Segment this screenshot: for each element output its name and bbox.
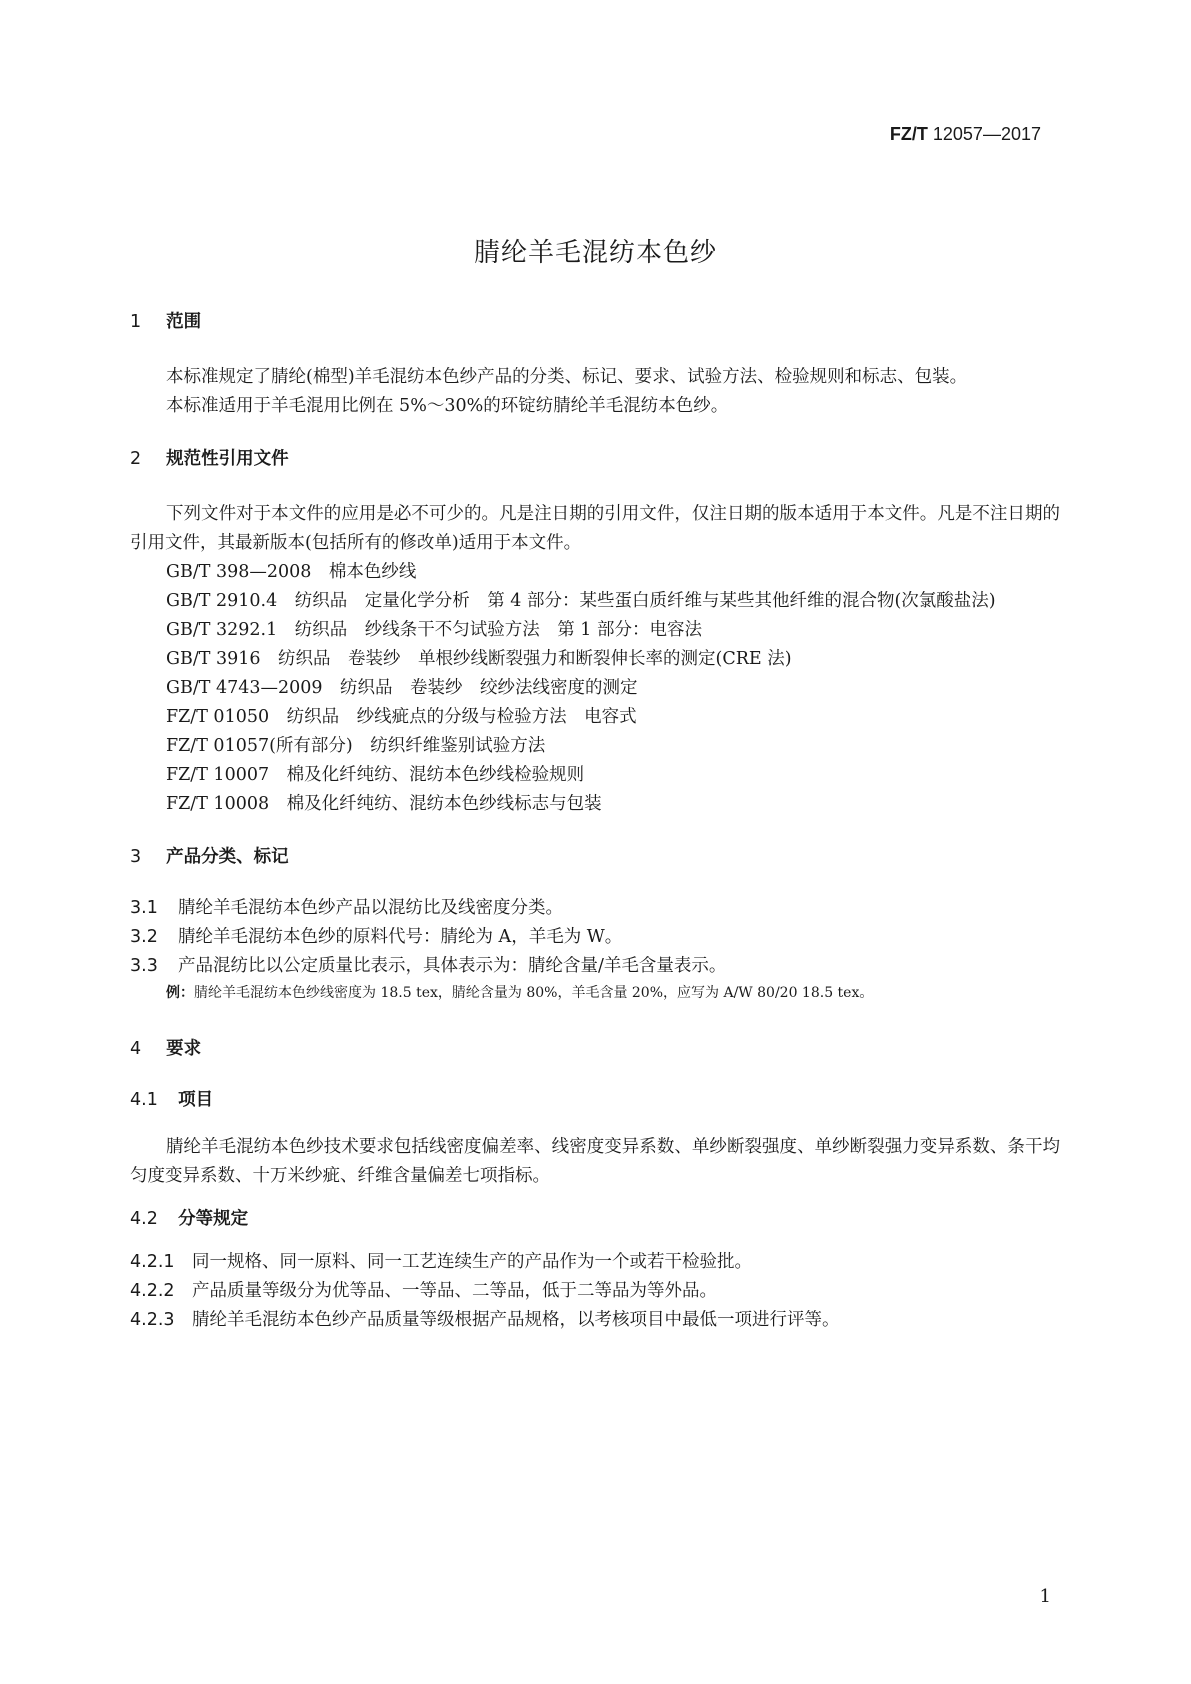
document-body [130,312,1060,1335]
section-title: 产品分类、标记 [166,847,289,867]
section-title: 规范性引用文件 [166,449,289,469]
clause-text: 腈纶羊毛混纺本色纱产品以混纺比及线密度分类。 [178,898,563,918]
example-text: 腈纶羊毛混纺本色纱线密度为 18.5 tex，腈纶含量为 80%，羊毛含量 20%，应写为 A/W 80/20 18.5 tex。 [194,985,874,1001]
clause-4-2-1 [130,1248,1060,1277]
subsection-title: 项目 [178,1090,214,1110]
reference-item: FZ/T 01050 纺织品 纱线疵点的分级与检验方法 电容式 [166,707,637,727]
reference-item: GB/T 4743—2009 纺织品 卷装纱 绞纱法线密度的测定 [166,678,638,698]
section-2-intro: 下列文件对于本文件的应用是必不可少的。凡是注日期的引用文件，仅注日期的版本适用于本文件。凡是不注日期的引用文件，其最新版本(包括所有的修改单)适用于本文件。 [130,504,1060,553]
standard-code-number: 12057—2017 [932,124,1041,144]
clause-number: 3.3 [130,956,158,976]
section-4-1-heading [130,1086,1060,1115]
standard-code-prefix: FZ/T [889,124,928,144]
clause-number: 4.2.2 [130,1281,175,1301]
clause-text: 产品混纺比以公定质量比表示，具体表示为：腈纶含量/羊毛含量表示。 [178,956,727,976]
section-number: 3 [130,847,142,867]
standard-code [890,124,1041,145]
section-number: 2 [130,449,142,469]
section-title: 要求 [166,1039,202,1059]
clause-text: 腈纶羊毛混纺本色纱产品质量等级根据产品规格，以考核项目中最低一项进行评等。 [192,1310,840,1330]
section-1-para-2: 本标准适用于羊毛混用比例在 5%～30%的环锭纺腈纶羊毛混纺本色纱。 [166,396,729,416]
section-3-heading [130,843,1060,872]
subsection-title: 分等规定 [178,1209,249,1229]
clause-number: 4.2.3 [130,1310,175,1330]
section-number: 1 [130,312,142,332]
page-number: 1 [1039,1586,1051,1607]
clause-4-2-3 [130,1306,1060,1335]
reference-item: GB/T 3292.1 纺织品 纱线条干不匀试验方法 第 1 部分：电容法 [166,620,702,640]
reference-item: FZ/T 01057(所有部分) 纺织纤维鉴别试验方法 [166,736,546,756]
section-1-heading [130,308,1060,337]
section-4-heading [130,1035,1060,1064]
clause-4-2-2 [130,1277,1060,1306]
clause-3-2 [130,923,1060,952]
reference-item: FZ/T 10007 棉及化纤纯纺、混纺本色纱线检验规则 [166,765,585,785]
clause-text: 产品质量等级分为优等品、一等品、二等品，低于二等品为等外品。 [192,1281,717,1301]
section-1-para-1: 本标准规定了腈纶(棉型)羊毛混纺本色纱产品的分类、标记、要求、试验方法、检验规则和标志、包装。 [166,367,968,387]
example-note [166,981,1060,1005]
clause-text: 同一规格、同一原料、同一工艺连续生产的产品作为一个或若干检验批。 [192,1252,752,1272]
subsection-number: 4.1 [130,1090,158,1110]
subsection-number: 4.2 [130,1209,158,1229]
clause-text: 腈纶羊毛混纺本色纱的原料代号：腈纶为 A，羊毛为 W。 [178,927,623,947]
reference-item: GB/T 2910.4 纺织品 定量化学分析 第 4 部分：某些蛋白质纤维与某些其他纤维的混合物(次氯酸盐法) [166,591,996,611]
section-4-1-para: 腈纶羊毛混纺本色纱技术要求包括线密度偏差率、线密度变异系数、单纱断裂强度、单纱断裂强力变异系数、条干均匀度变异系数、十万米纱疵、纤维含量偏差七项指标。 [130,1137,1060,1186]
example-label: 例： [166,985,194,1001]
section-2-heading [130,445,1060,474]
clause-3-1 [130,894,1060,923]
clause-number: 4.2.1 [130,1252,175,1272]
reference-item: GB/T 398—2008 棉本色纱线 [166,562,417,582]
clause-number: 3.1 [130,898,158,918]
document-title: 腈纶羊毛混纺本色纱 [473,238,717,268]
section-title: 范围 [166,312,202,332]
clause-3-3 [130,952,1060,981]
reference-item: GB/T 3916 纺织品 卷装纱 单根纱线断裂强力和断裂伸长率的测定(CRE 法) [166,649,792,669]
clause-number: 3.2 [130,927,158,947]
reference-item: FZ/T 10008 棉及化纤纯纺、混纺本色纱线标志与包装 [166,794,602,814]
section-4-2-heading [130,1205,1060,1234]
section-number: 4 [130,1039,142,1059]
